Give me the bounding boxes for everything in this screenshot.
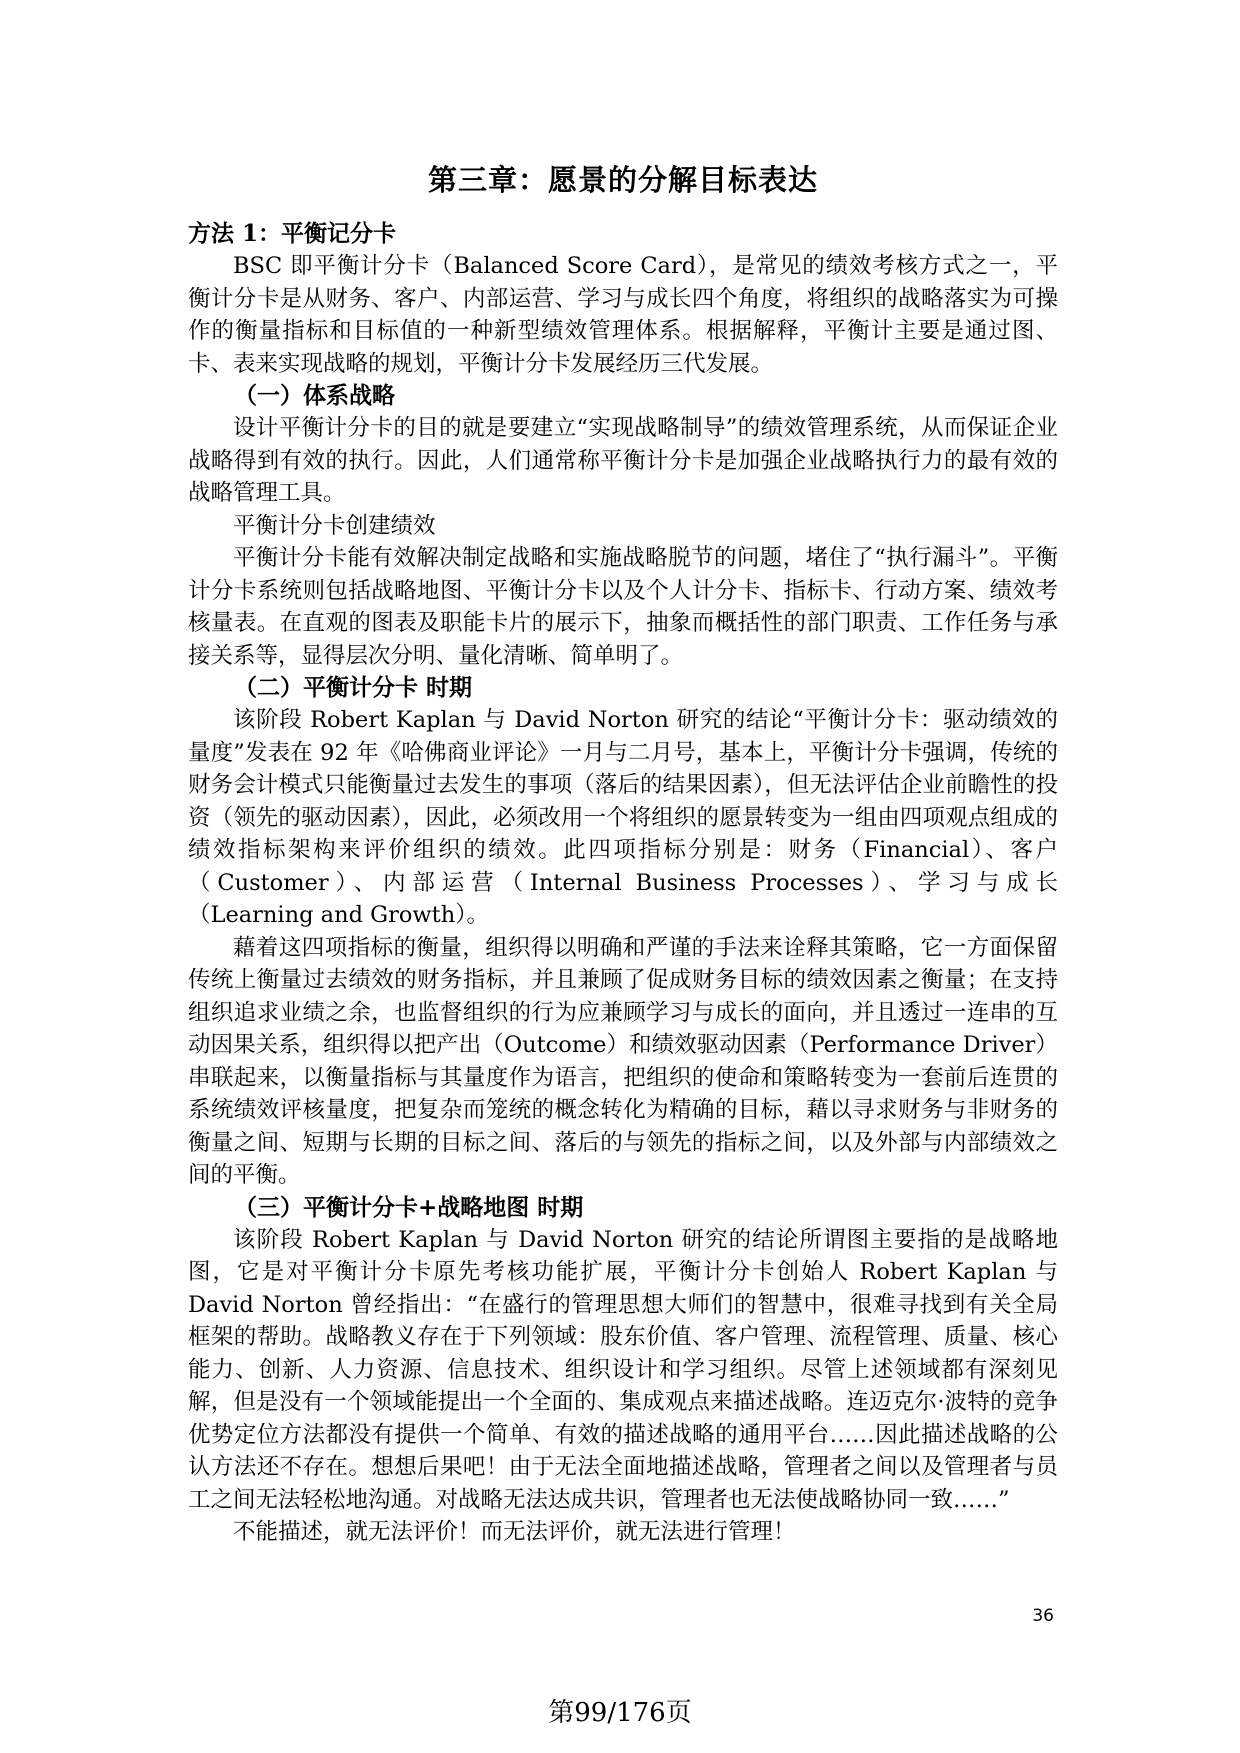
section-2-heading: （二）平衡计分卡 时期 (234, 674, 473, 701)
section-3-paragraph-1: 该阶段 Robert Kaplan 与 David Norton 研究的结论所谓图主要指的是战略地图，它是对平衡计分卡原先考核功能扩展，平衡计分卡创始人 Robert Kaplan 与 David Norton 曾经指出：“在盛行的管理思想大师们的智慧中，很难寻找到有关全局框架的帮助。战略教义存在于下列领域：股东价值、客户管理、流程管理、质量、核心能力、创新、人力资源、信息技术、组织设计和学习组织。尽管上述领域都有深刻见解，但是没有一个领域能提出一个全面的、集成观点来描述战略。连迈克尔·波特的竞争优势定位方法都没有提供一个简单、有效的描述战略的通用平台……因此描述战略的公认方法还不存在。想想后果吧！由于无法全面地描述战略，管理者之间以及管理者与员工之间无法轻松地沟通。对战略无法达成共识，管理者也无法使战略协同一致……” (188, 1226, 1058, 1513)
intro-paragraph: BSC 即平衡计分卡（Balanced Score Card），是常见的绩效考核方式之一，平衡计分卡是从财务、客户、内部运营、学习与成长四个角度，将组织的战略落实为可操作的衡量指标和目标值的一种新型绩效管理体系。根据解释，平衡计主要是通过图、卡、表来实现战略的规划，平衡计分卡发展经历三代发展。 (188, 253, 1058, 377)
document-body (188, 150, 1058, 1549)
section-2-paragraph-1: 该阶段 Robert Kaplan 与 David Norton 研究的结论“平衡计分卡：驱动绩效的量度”发表在 92 年《哈佛商业评论》一月与二月号，基本上，平衡计分卡强调，传统的财务会计模式只能衡量过去发生的事项（落后的结果因素），但无法评估企业前瞻性的投资（领先的驱动因素），因此，必须改用一个将组织的愿景转变为一组由四项观点组成的绩效指标架构来评价组织的绩效。此四项指标分别是：财务（Financial）、客户（Customer）、内部运营（Internal Business Processes）、学习与成长（Learning and Growth）。 (188, 707, 1058, 928)
section-1-paragraph-2: 平衡计分卡创建绩效 (233, 512, 436, 539)
section-1-paragraph-3: 平衡计分卡能有效解决制定战略和实施战略脱节的问题，堵住了“执行漏斗”。平衡计分卡系统则包括战略地图、平衡计分卡以及个人计分卡、指标卡、行动方案、绩效考核量表。在直观的图表及职能卡片的展示下，抽象而概括性的部门职责、工作任务与承接关系等，显得层次分明、量化清晰、简单明了。 (188, 545, 1058, 669)
section-3-heading: （三）平衡计分卡+战略地图 时期 (234, 1193, 584, 1221)
section-1-heading: （一）体系战略 (234, 382, 395, 409)
section-1-paragraph-1: 设计平衡计分卡的目的就是要建立“实现战略制导”的绩效管理系统，从而保证企业战略得到有效的执行。因此，人们通常称平衡计分卡是加强企业战略执行力的最有效的战略管理工具。 (188, 415, 1058, 506)
method-title: 方法 1：平衡记分卡 (188, 220, 397, 247)
section-2-paragraph-2: 藉着这四项指标的衡量，组织得以明确和严谨的手法来诠释其策略，它一方面保留传统上衡量过去绩效的财务指标，并且兼顾了促成财务目标的绩效因素之衡量；在支持组织追求业绩之余，也监督组织的行为应兼顾学习与成长的面向，并且透过一连串的互动因果关系，组织得以把产出（Outcome）和绩效驱动因素（Performance Driver）串联起来，以衡量指标与其量度作为语言，把组织的使命和策略转变为一套前后连贯的系统绩效评核量度，把复杂而笼统的概念转化为精确的目标，藉以寻求财务与非财务的衡量之间、短期与长期的目标之间、落后的与领先的指标之间，以及外部与内部绩效之间的平衡。 (188, 934, 1058, 1188)
section-3-paragraph-2: 不能描述，就无法评价！而无法评价，就无法进行管理！ (233, 1519, 796, 1545)
page-footer: 第99/176页 (548, 1698, 692, 1728)
page-number: 36 (1032, 1606, 1054, 1626)
chapter-title: 第三章：愿景的分解目标表达 (427, 163, 818, 197)
